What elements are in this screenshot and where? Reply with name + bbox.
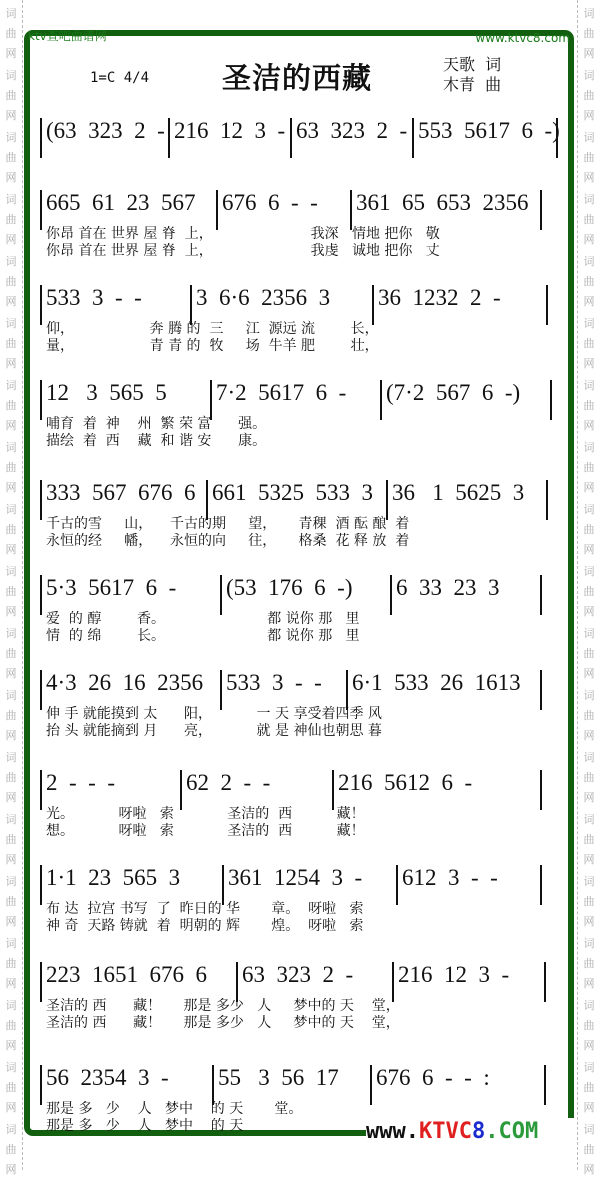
lyric-line-2: 量， 青 青 的 牧 场 牛羊 肥 壮， xyxy=(46,338,379,354)
barline xyxy=(346,670,348,710)
lyricist-credit: 天歌 词 xyxy=(443,55,502,74)
barline-end xyxy=(556,118,558,158)
watermark-glyphs: 词 曲 网 xyxy=(583,1123,595,1176)
measure-notes: 6·1 533 26 1613 xyxy=(352,670,521,695)
watermark-glyphs: 词 曲 网 xyxy=(583,131,595,184)
watermark-glyphs: 词 曲 网 xyxy=(583,937,595,990)
barline xyxy=(236,962,238,1002)
barline-end xyxy=(540,865,542,905)
barline xyxy=(350,190,352,230)
watermark-glyphs: 词 曲 网 xyxy=(583,999,595,1052)
measure-notes: 1·1 23 565 3 xyxy=(46,865,181,890)
barline-end xyxy=(546,285,548,325)
barline xyxy=(40,285,42,325)
watermark-glyphs: 词 曲 网 xyxy=(583,255,595,308)
watermark-glyphs: 词 曲 网 xyxy=(5,193,17,246)
lyric-line-2: 你昂 首在 世界 屋 脊 上， 我虔 诚地 把你 丈 xyxy=(46,243,440,259)
watermark-glyphs: 词 曲 网 xyxy=(5,69,17,122)
logo-com: .COM xyxy=(485,1119,539,1144)
watermark-glyphs: 词 曲 网 xyxy=(583,379,595,432)
measure-notes: 63 323 2 - xyxy=(296,118,408,143)
barline xyxy=(370,1065,372,1105)
watermark-glyphs: 词 曲 网 xyxy=(583,193,595,246)
measure-notes: 665 61 23 567 xyxy=(46,190,196,215)
barline-end xyxy=(546,480,548,520)
watermark-glyphs: 词 曲 网 xyxy=(583,813,595,866)
barline-end xyxy=(544,1065,546,1105)
barline xyxy=(220,575,222,615)
measure-notes: 612 3 - - xyxy=(402,865,498,890)
barline xyxy=(40,865,42,905)
measure-notes: 36 1 5625 3 xyxy=(392,480,525,505)
lyric-line-1: 哺育 着 神 州 繁 荣 富 强。 xyxy=(46,416,267,432)
measure-notes: 36 1232 2 - xyxy=(378,285,501,310)
watermark-glyphs: 词 曲 网 xyxy=(583,1061,595,1114)
barline xyxy=(290,118,292,158)
barline xyxy=(212,1065,214,1105)
barline xyxy=(40,1065,42,1105)
measure-notes: 216 12 3 - xyxy=(174,118,286,143)
barline xyxy=(40,118,42,158)
watermark-glyphs: 词 曲 网 xyxy=(5,441,17,494)
lyric-line-1: 你昂 首在 世界 屋 脊 上， 我深 情地 把你 敬 xyxy=(46,226,440,242)
logo-ktvc: KTVC xyxy=(418,1119,472,1144)
barline xyxy=(332,770,334,810)
site-name-watermark: ktv查吧曲谱网 xyxy=(28,29,107,43)
watermark-glyphs: 词 曲 网 xyxy=(583,875,595,928)
measure-notes: 361 1254 3 - xyxy=(228,865,363,890)
measure-notes: 216 12 3 - xyxy=(398,962,510,987)
lyric-line-2: 永恒的经 幡， 永恒的向 往， 格桑 花 释 放 着 xyxy=(46,533,410,549)
barline xyxy=(180,770,182,810)
site-logo xyxy=(366,1118,576,1146)
measure-notes: 223 1651 676 6 xyxy=(46,962,207,987)
watermark-glyphs: 词 曲 网 xyxy=(5,937,17,990)
measure-notes: 56 2354 3 - xyxy=(46,1065,169,1090)
measure-notes: 12 3 565 5 xyxy=(46,380,167,405)
barline xyxy=(222,865,224,905)
lyric-line-1: 千古的雪 山， 千古的期 望， 青稞 酒 酝 酿 着 xyxy=(46,516,410,532)
song-title: 圣洁的西藏 xyxy=(222,61,373,95)
logo-www: www. xyxy=(366,1119,419,1144)
barline-end xyxy=(540,770,542,810)
measure-notes: 63 323 2 - xyxy=(242,962,354,987)
watermark-glyphs: 词 曲 网 xyxy=(5,379,17,432)
barline xyxy=(412,118,414,158)
barline xyxy=(220,670,222,710)
watermark-glyphs: 词 曲 网 xyxy=(5,999,17,1052)
measure-notes: (7·2 567 6 -) xyxy=(386,380,521,405)
watermark-glyphs: 词 曲 网 xyxy=(5,503,17,556)
composer-credit: 木青 曲 xyxy=(443,75,502,94)
barline-end xyxy=(540,190,542,230)
logo-eight: 8 xyxy=(471,1119,486,1144)
lyric-line-2: 那是 多 少 人 梦中 的 天 xyxy=(46,1118,244,1134)
lyric-line-2: 想。 呀啦 索 圣洁的 西 藏！ xyxy=(46,823,365,839)
measure-notes: 6 33 23 3 xyxy=(396,575,500,600)
watermark-glyphs: 词 曲 网 xyxy=(5,751,17,804)
measure-notes: 361 65 653 2356 xyxy=(356,190,529,215)
watermark-glyphs: 词 曲 网 xyxy=(583,441,595,494)
lyric-line-2: 情 的 绵 长。 都 说你 那 里 xyxy=(46,628,360,644)
lyric-line-2: 神 奇 天路 铸就 着 明朝的 辉 煌。 呀啦 索 xyxy=(46,918,364,934)
lyric-line-1: 圣洁的 西 藏！ 那是 多少 人 梦中的 天 堂， xyxy=(46,998,400,1014)
measure-notes: 533 3 - - xyxy=(46,285,142,310)
watermark-glyphs: 词 曲 网 xyxy=(583,503,595,556)
lyric-line-1: 光。 呀啦 索 圣洁的 西 藏！ xyxy=(46,806,365,822)
measure-notes: 676 6 - - : xyxy=(376,1065,490,1090)
barline xyxy=(40,190,42,230)
lyric-line-1: 伸 手 就能摸到 太 阳， 一 天 享受着四季 风 xyxy=(46,706,382,722)
measure-notes: 3 6·6 2356 3 xyxy=(196,285,331,310)
watermark-glyphs: 词 曲 网 xyxy=(583,317,595,370)
lyric-line-1: 那是 多 少 人 梦中 的 天 堂。 xyxy=(46,1101,303,1117)
right-watermark-strip xyxy=(577,0,600,1176)
lyric-line-1: 爱 的 醇 香。 都 说你 那 里 xyxy=(46,611,360,627)
measure-notes: 533 3 - - xyxy=(226,670,322,695)
watermark-glyphs: 词 曲 网 xyxy=(5,875,17,928)
key-signature: 1=C 4/4 xyxy=(90,70,150,86)
measure-notes: 5·3 5617 6 - xyxy=(46,575,177,600)
watermark-glyphs: 词 曲 网 xyxy=(5,689,17,742)
watermark-glyphs: 词 曲 网 xyxy=(583,689,595,742)
measure-notes: 55 3 56 17 xyxy=(218,1065,339,1090)
barline xyxy=(40,770,42,810)
lyric-line-1: 布 达 拉宫 书写 了 昨日的 华 章。 呀啦 索 xyxy=(46,901,364,917)
barline xyxy=(392,962,394,1002)
watermark-glyphs: 词 曲 网 xyxy=(5,565,17,618)
watermark-glyphs: 词 曲 网 xyxy=(583,565,595,618)
watermark-glyphs: 词 曲 网 xyxy=(5,255,17,308)
measure-notes: 216 5612 6 - xyxy=(338,770,473,795)
barline-end xyxy=(544,962,546,1002)
watermark-glyphs: 词 曲 网 xyxy=(5,813,17,866)
measure-notes: (53 176 6 -) xyxy=(226,575,353,600)
barline xyxy=(40,575,42,615)
measure-notes: 2 - - - xyxy=(46,770,115,795)
barline xyxy=(40,380,42,420)
measure-notes: (63 323 2 - xyxy=(46,118,165,143)
measure-notes: 553 5617 6 -) xyxy=(418,118,560,143)
watermark-glyphs: 词 曲 网 xyxy=(583,7,595,60)
barline xyxy=(396,865,398,905)
watermark-glyphs: 词 曲 网 xyxy=(5,7,17,60)
barline xyxy=(380,380,382,420)
site-url-watermark: www.ktvc8.com xyxy=(475,31,570,45)
lyric-line-1: 仰， 奔 腾 的 三 江 源远 流 长， xyxy=(46,321,379,337)
credits xyxy=(443,55,501,95)
barline xyxy=(372,285,374,325)
left-watermark-strip xyxy=(0,0,23,1176)
watermark-glyphs: 词 曲 网 xyxy=(583,69,595,122)
barline xyxy=(40,480,42,520)
watermark-glyphs: 词 曲 网 xyxy=(5,131,17,184)
measure-notes: 4·3 26 16 2356 xyxy=(46,670,204,695)
lyric-line-2: 描绘 着 西 藏 和 谐 安 康。 xyxy=(46,433,267,449)
measure-notes: 7·2 5617 6 - xyxy=(216,380,347,405)
barline xyxy=(210,380,212,420)
measure-notes: 661 5325 533 3 xyxy=(212,480,373,505)
watermark-glyphs: 词 曲 网 xyxy=(5,1123,17,1176)
barline-end xyxy=(540,575,542,615)
watermark-glyphs: 词 曲 网 xyxy=(583,751,595,804)
lyric-line-2: 抬 头 就能摘到 月 亮， 就 是 神仙也朝思 暮 xyxy=(46,723,382,739)
barline xyxy=(390,575,392,615)
barline xyxy=(40,962,42,1002)
measure-notes: 333 567 676 6 xyxy=(46,480,196,505)
watermark-glyphs: 词 曲 网 xyxy=(5,627,17,680)
barline xyxy=(216,190,218,230)
lyric-line-2: 圣洁的 西 藏！ 那是 多少 人 梦中的 天 堂， xyxy=(46,1015,400,1031)
barline xyxy=(40,670,42,710)
watermark-glyphs: 词 曲 网 xyxy=(5,1061,17,1114)
barline xyxy=(206,480,208,520)
barline-end xyxy=(540,670,542,710)
barline-end xyxy=(550,380,552,420)
measure-notes: 62 2 - - xyxy=(186,770,271,795)
barline xyxy=(386,480,388,520)
measure-notes: 676 6 - - xyxy=(222,190,318,215)
barline xyxy=(190,285,192,325)
watermark-glyphs: 词 曲 网 xyxy=(5,317,17,370)
barline xyxy=(168,118,170,158)
watermark-glyphs: 词 曲 网 xyxy=(583,627,595,680)
